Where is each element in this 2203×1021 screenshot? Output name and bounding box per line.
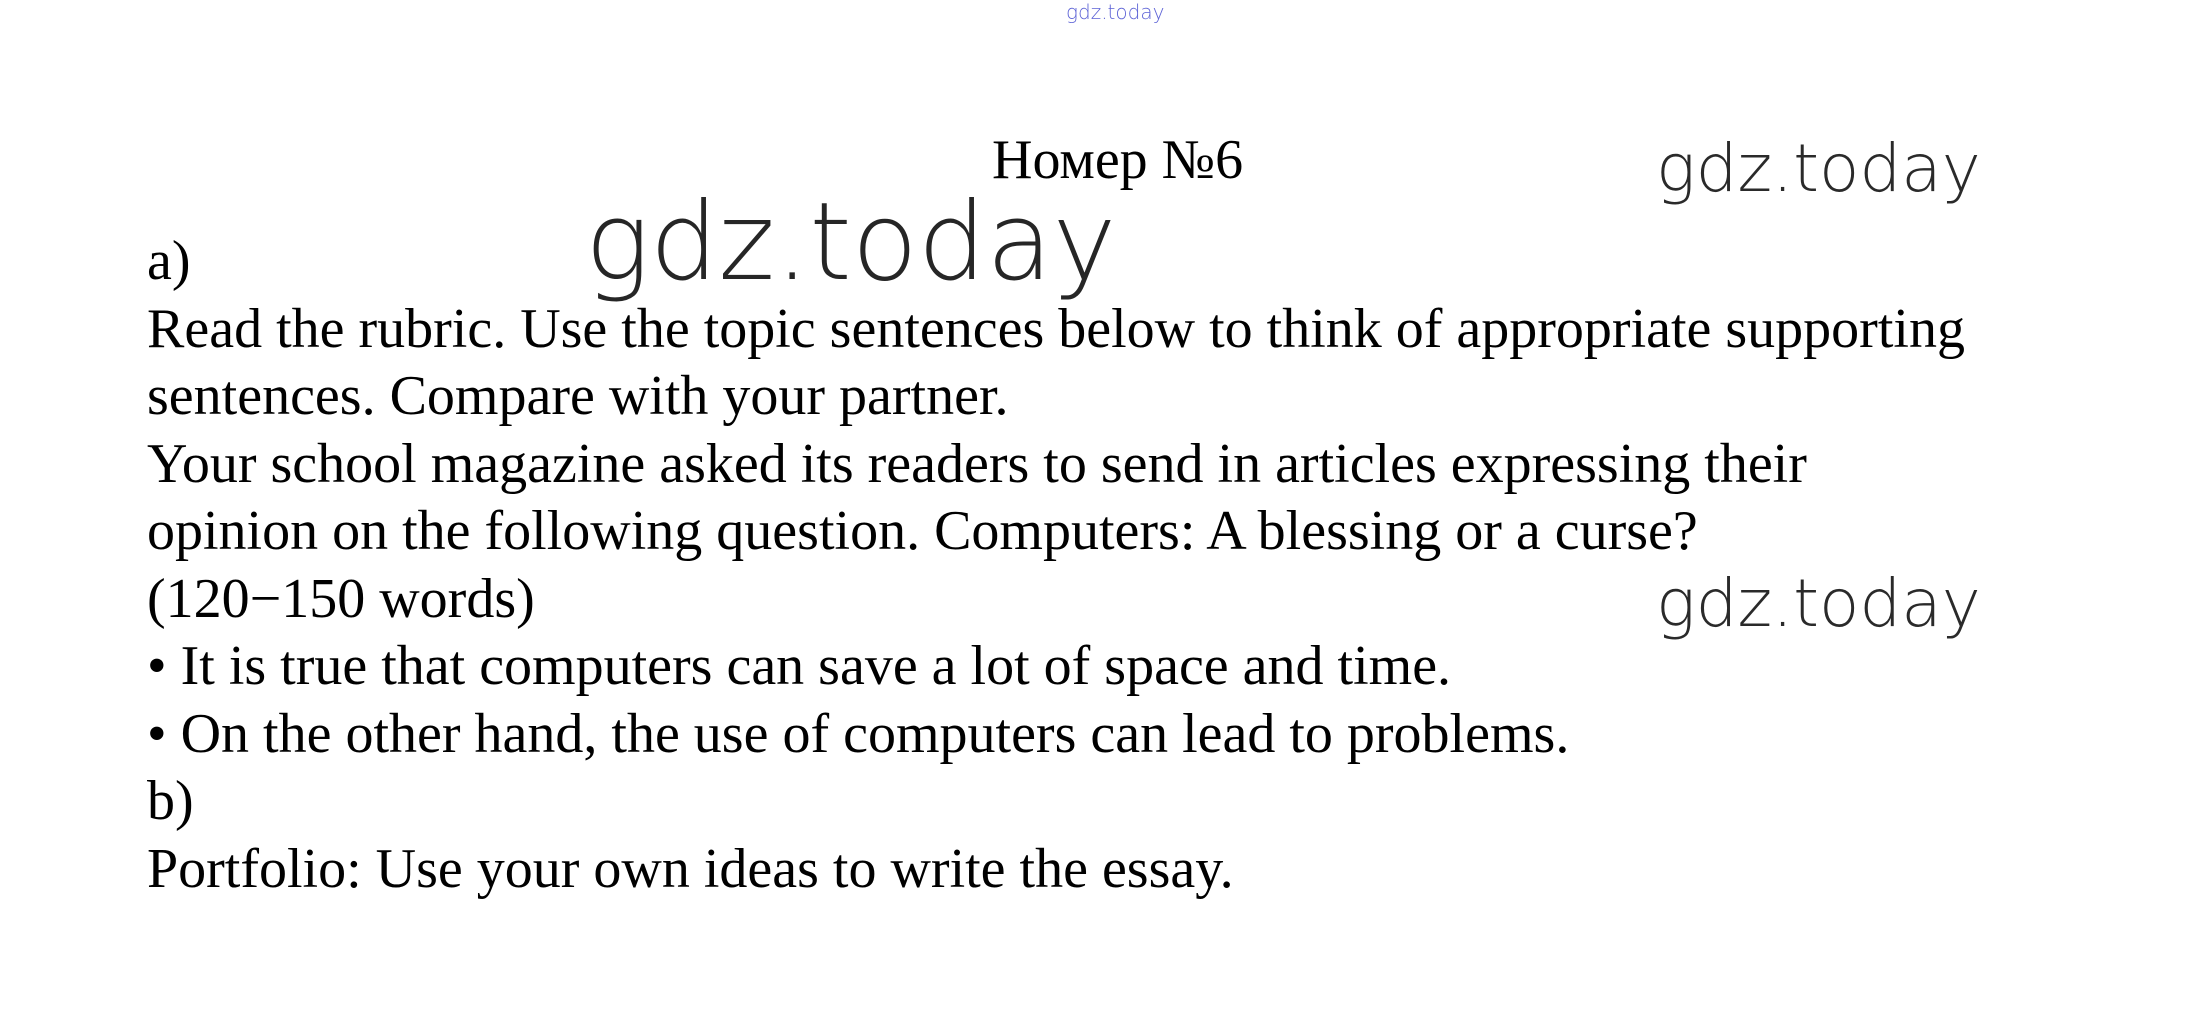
rubric-line-1: Your school magazine asked its readers to send in articles expressing their bbox=[147, 432, 1807, 495]
portfolio-instruction: Portfolio: Use your own ideas to write the essay. bbox=[147, 837, 1234, 900]
bullet-item-1: • It is true that computers can save a lot of space and time. bbox=[147, 635, 1452, 697]
watermark-large: gdz.today bbox=[585, 180, 1117, 305]
watermark-right-lower: gdz.today bbox=[1656, 565, 1981, 642]
rubric-line-2: opinion on the following question. Computers: A blessing or a curse? bbox=[147, 500, 1698, 562]
instruction-line-1: Read the rubric. Use the topic sentences below to think of appropriate supporting bbox=[147, 297, 1965, 360]
part-a-label: a) bbox=[147, 230, 191, 292]
word-count: (120−150 words) bbox=[147, 567, 535, 630]
watermark-right-upper: gdz.today bbox=[1656, 130, 1981, 207]
part-b-label: b) bbox=[147, 770, 194, 832]
watermark-top: gdz.today bbox=[1066, 0, 1165, 24]
page-title: Номер №6 bbox=[992, 129, 1244, 191]
bullet-item-2: • On the other hand, the use of computers can lead to problems. bbox=[147, 702, 1570, 765]
instruction-line-2: sentences. Compare with your partner. bbox=[147, 365, 1009, 427]
